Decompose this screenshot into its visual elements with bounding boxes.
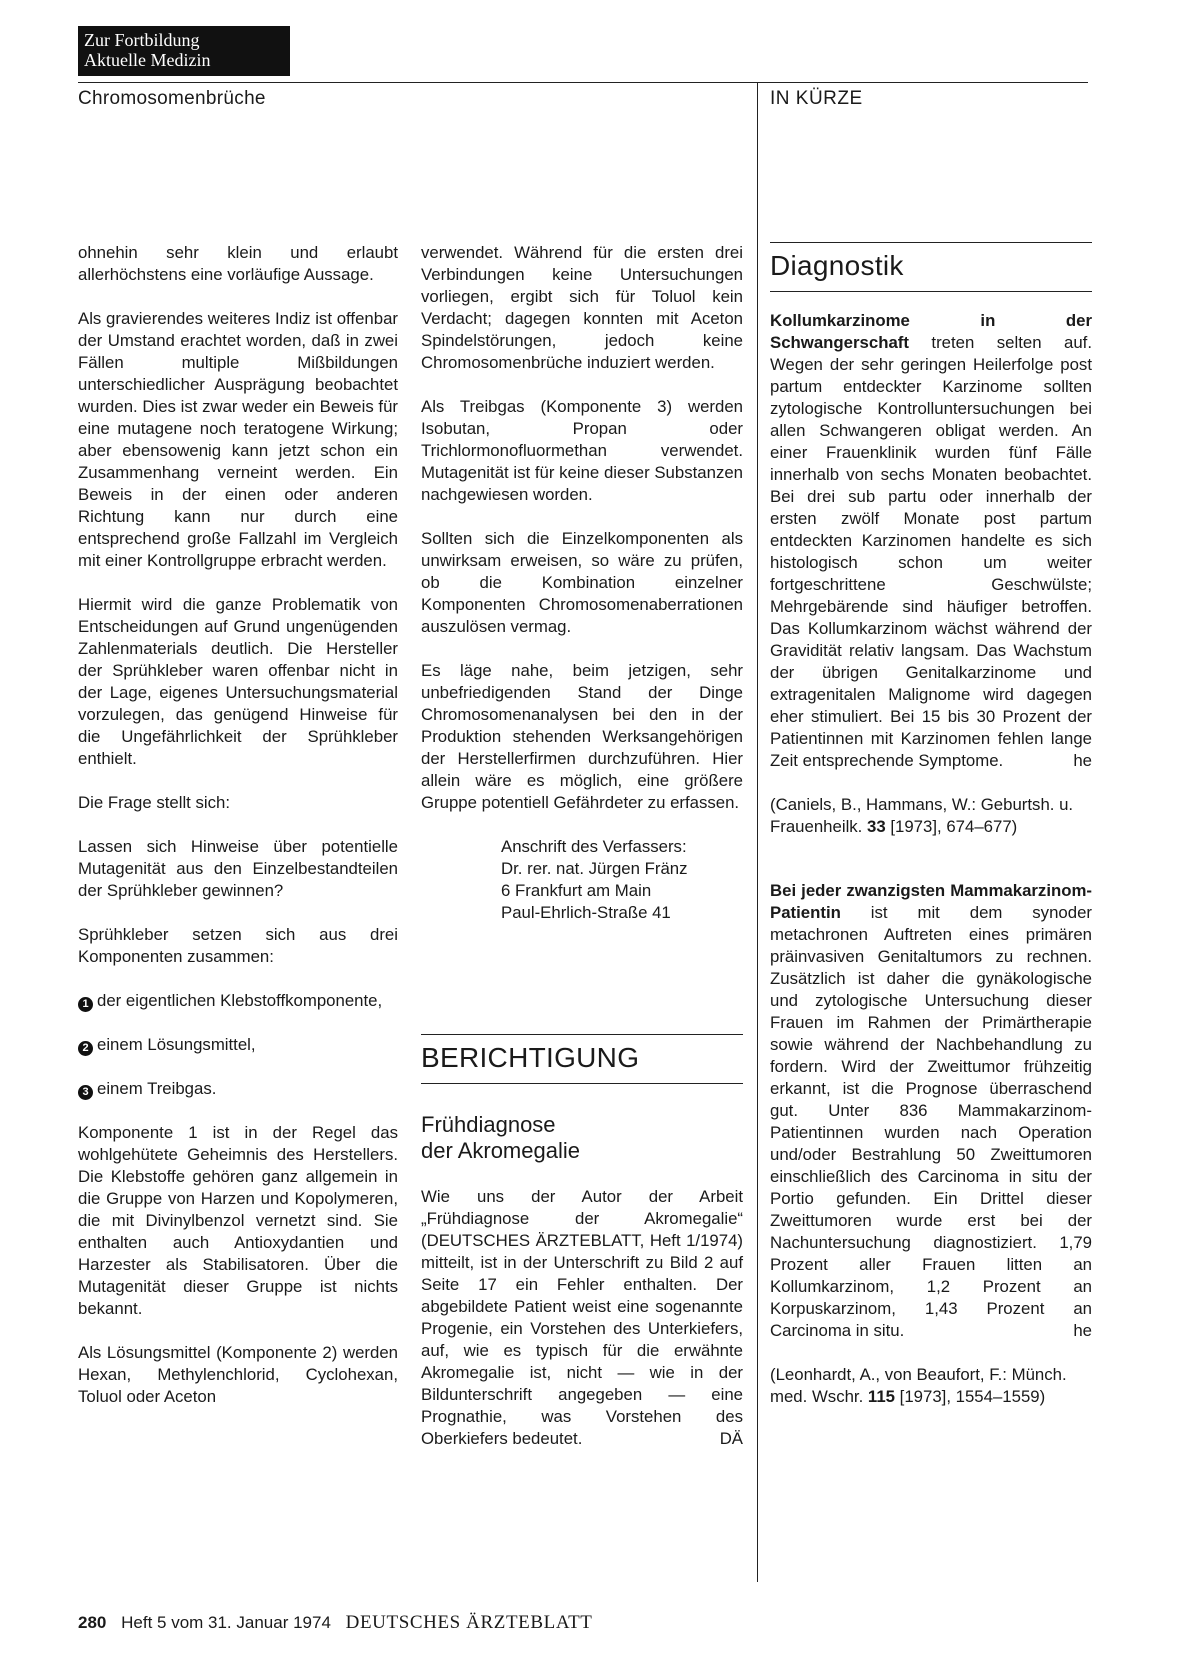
reference-volume: 33 — [867, 817, 886, 836]
author-address — [501, 836, 743, 924]
page-footer — [78, 1612, 593, 1634]
paragraph: Als gravierendes weiteres Indiz ist offenbar der Umstand erachtet worden, daß in zwei Fällen multiple Mißbildungen unterschiedlicher Ausprägung beobachtet wurden. Dies ist zwar weder ein Beweis für eine mutagene noch teratogene Wirkung; aber ebensowenig kann jetzt schon ein Zusammenhang verneint werden. Ein Beweis in der einen oder anderen Richtung kann nur durch eine entsprechend große Fallzahl im Vergleich mit einer Kontrollgruppe erbracht werden. — [78, 309, 398, 570]
paragraph: Als Treibgas (Komponente 3) werden Isobutan, Propan oder Trichlormonofluormethan verwendet. Mutagenität ist für keine dieser Substanzen nachgewiesen worden. — [421, 397, 743, 504]
paragraph: Komponente 1 ist in der Regel das wohlgehütete Geheimnis des Herstellers. Die Klebstoffe gehören ganz allgemein in die Gruppe von Harzen und Kopolymeren, die mit Divinylbenzol vernetzt sind. Sie enthalten auch Antioxydantien und Harzester als Stabilisatoren. Über die Mutagenität dieser Gruppe ist nichts bekannt. — [78, 1123, 398, 1318]
section-rule — [770, 291, 1092, 292]
correction-heading: BERICHTIGUNG — [421, 1042, 640, 1073]
address-line: 6 Frankfurt am Main — [501, 881, 652, 900]
rubric-line-1: Zur Fortbildung — [84, 30, 200, 50]
reference — [770, 1364, 1092, 1408]
page-number: 280 — [78, 1613, 107, 1632]
address-line: Paul-Ehrlich-Straße 41 — [501, 903, 671, 922]
paragraph: Es läge nahe, beim jetzigen, sehr unbefriedigenden Stand der Dinge Chromosomenanalysen bei den in der Produktion stehenden Werksangehörigen der Herstellerfirmen durchzuführen. Hier allein wäre es möglich, eine größere Gruppe potentiell Gefährdeter zu erfassen. — [421, 661, 743, 812]
section-rule — [421, 1034, 743, 1035]
list-item-text: der eigentlichen Klebstoffkomponente, — [97, 991, 383, 1010]
paragraph: Als Lösungsmittel (Komponente 2) werden Hexan, Methylenchlorid, Cyclohexan, Toluol oder Aceton — [78, 1343, 398, 1406]
list-item — [78, 990, 398, 1012]
paragraph: Sprühkleber setzen sich aus drei Komponenten zusammen: — [78, 925, 398, 966]
paragraph: Die Frage stellt sich: — [78, 793, 231, 812]
header-rule — [78, 82, 1088, 83]
paragraph: Hiermit wird die ganze Problematik von Entscheidungen auf Grund ungenügenden Zahlenmaterials deutlich. Die Hersteller der Sprühkleber waren offenbar nicht in der Lage, eigenes Untersuchungsmaterial vorzulegen, das genügend Hinweise für die Ungefährlichkeit der Sprühkleber enthielt. — [78, 595, 398, 768]
news-item-text: treten selten auf. Wegen der sehr geringen Heilerfolge post partum entdeckter Karzinome sollten zytologische Kontrolluntersuchungen bei allen Schwangeren obligat werden. An einer Frauenklinik wurden fünf Fälle innerhalb von sechs Monaten beobachtet. Bei drei sub partu oder innerhalb der ersten zwölf Monate post partum entdeckten Karzinomen handelte es sich histologisch schon um weiter fortgeschrittene Geschwülste; Mehrgebärende sind häufiger betroffen. Das Kollumkarzinom wächst während der Gravidität relativ langsam. Das Wachstum der übrigen Genitalkarzinome und extragenitalen Malignome wird dagegen eher stimuliert. Bei 15 bis 30 Prozent der Patientinnen mit Karzinomen fehlen lange Zeit entsprechende Symptome. — [770, 333, 1092, 770]
news-item-lead: Bei jeder zwanzigsten Mammakarzinom-Patientin — [770, 881, 1092, 922]
correction-text — [421, 1186, 743, 1450]
news-item — [770, 310, 1092, 772]
reference-text: [1973], 674–677) — [885, 817, 1018, 836]
list-item-text: einem Treibgas. — [97, 1079, 217, 1098]
column-3 — [770, 242, 1092, 1430]
signature: he — [1073, 751, 1092, 770]
section-rule — [421, 1083, 743, 1084]
magazine-name: DEUTSCHES ÄRZTEBLATT — [345, 1612, 593, 1633]
news-item-text: ist mit dem synoder metachronen Auftreten eines primären präinvasiven Genitaltumors zu rechnen. Zusätzlich ist daher die gynäkologische und zytologische Untersuchung dieser Frauen im Rahmen der Primärtherapie sowie während der Nachbehandlung zu fordern. Wird der Zweittumor frühzeitig erkannt, ist die Prognose überraschend gut. Unter 836 Mammakarzinom-Patientinnen wurden nach Operation und/oder Bestrahlung 50 Zweittumoren einschließlich des Carcinoma in situ der Portio gefunden. Ein Drittel dieser Zweittumoren wurde erst bei der Nachuntersuchung diagnostiziert. 1,79 Prozent aller Frauen litten an Kollumkarzinom, 1,2 Prozent an Korpuskarzinom, 1,43 Prozent an Carcinoma in situ. — [770, 903, 1092, 1340]
issue-info: Heft 5 vom 31. Januar 1974 — [121, 1613, 331, 1632]
column-1 — [78, 242, 398, 1430]
list-item-text: einem Lösungsmittel, — [97, 1035, 256, 1054]
subheading-line: Frühdiagnose — [421, 1112, 556, 1137]
address-line: Anschrift des Verfassers: — [501, 837, 687, 856]
paragraph: verwendet. Während für die ersten drei Verbindungen keine Untersuchungen vorliegen, ergibt sich für Toluol kein Verdacht; dagegen konnten mit Aceton Spindelstörungen, jedoch keine Chromosomenbrüche induziert werden. — [421, 243, 743, 372]
list-item — [78, 1034, 398, 1056]
column-divider — [757, 82, 758, 1582]
correction-subheading — [421, 1112, 743, 1164]
paragraph: Lassen sich Hinweise über potentielle Mutagenität aus den Einzelbestandteilen der Sprühkleber gewinnen? — [78, 837, 398, 900]
reference-text: (Leonhardt, A., von Beaufort, F.: Münch. med. Wschr. — [770, 1365, 1067, 1406]
article-topic: Chromosomenbrüche — [78, 88, 266, 109]
rubric-line-2: Aktuelle Medizin — [84, 50, 211, 70]
reference — [770, 794, 1092, 838]
column-2 — [421, 242, 743, 1472]
list-item — [78, 1078, 398, 1100]
number-1-icon: 1 — [78, 997, 93, 1012]
address-line: Dr. rer. nat. Jürgen Fränz — [501, 859, 688, 878]
paragraph: Sollten sich die Einzelkomponenten als unwirksam erweisen, so wäre zu prüfen, ob die Kombination einzelner Komponenten Chromosomenaberrationen auszulösen vermag. — [421, 529, 743, 636]
number-3-icon: 3 — [78, 1085, 93, 1100]
reference-volume: 115 — [867, 1387, 895, 1406]
subheading-line: der Akromegalie — [421, 1138, 580, 1163]
news-item-lead: Kollumkarzinome in der Schwangerschaft — [770, 311, 1092, 352]
signature: he — [1073, 1321, 1092, 1340]
section-label: IN KÜRZE — [770, 88, 863, 109]
news-item — [770, 880, 1092, 1342]
paragraph: ohnehin sehr klein und erlaubt allerhöchstens eine vorläufige Aussage. — [78, 243, 398, 284]
reference-text: [1973], 1554–1559) — [895, 1387, 1046, 1406]
section-rubric — [78, 26, 290, 76]
section-rule — [770, 242, 1092, 243]
correction-body: Wie uns der Autor der Arbeit „Frühdiagnose der Akromegalie“ (DEUTSCHES ÄRZTEBLATT, Heft 1/1974) mitteilt, ist in der Unterschrift zu Bild 2 auf Seite 17 ein Fehler enthalten. Der abgebildete Patient weist eine sogenannte Progenie, ein Vorstehen des Unterkiefers, auf, wie es typisch für die erwähnte Akromegalie ist, nicht — wie in der Bildunterschrift angegeben — eine Prognathie, was Vorstehen des Oberkiefers bedeutet. — [421, 1187, 743, 1448]
reference-text: (Caniels, B., Hammans, W.: Geburtsh. u. Frauenheilk. — [770, 795, 1074, 836]
section-heading: Diagnostik — [770, 250, 904, 281]
number-2-icon: 2 — [78, 1041, 93, 1056]
signature: DÄ — [719, 1429, 743, 1448]
